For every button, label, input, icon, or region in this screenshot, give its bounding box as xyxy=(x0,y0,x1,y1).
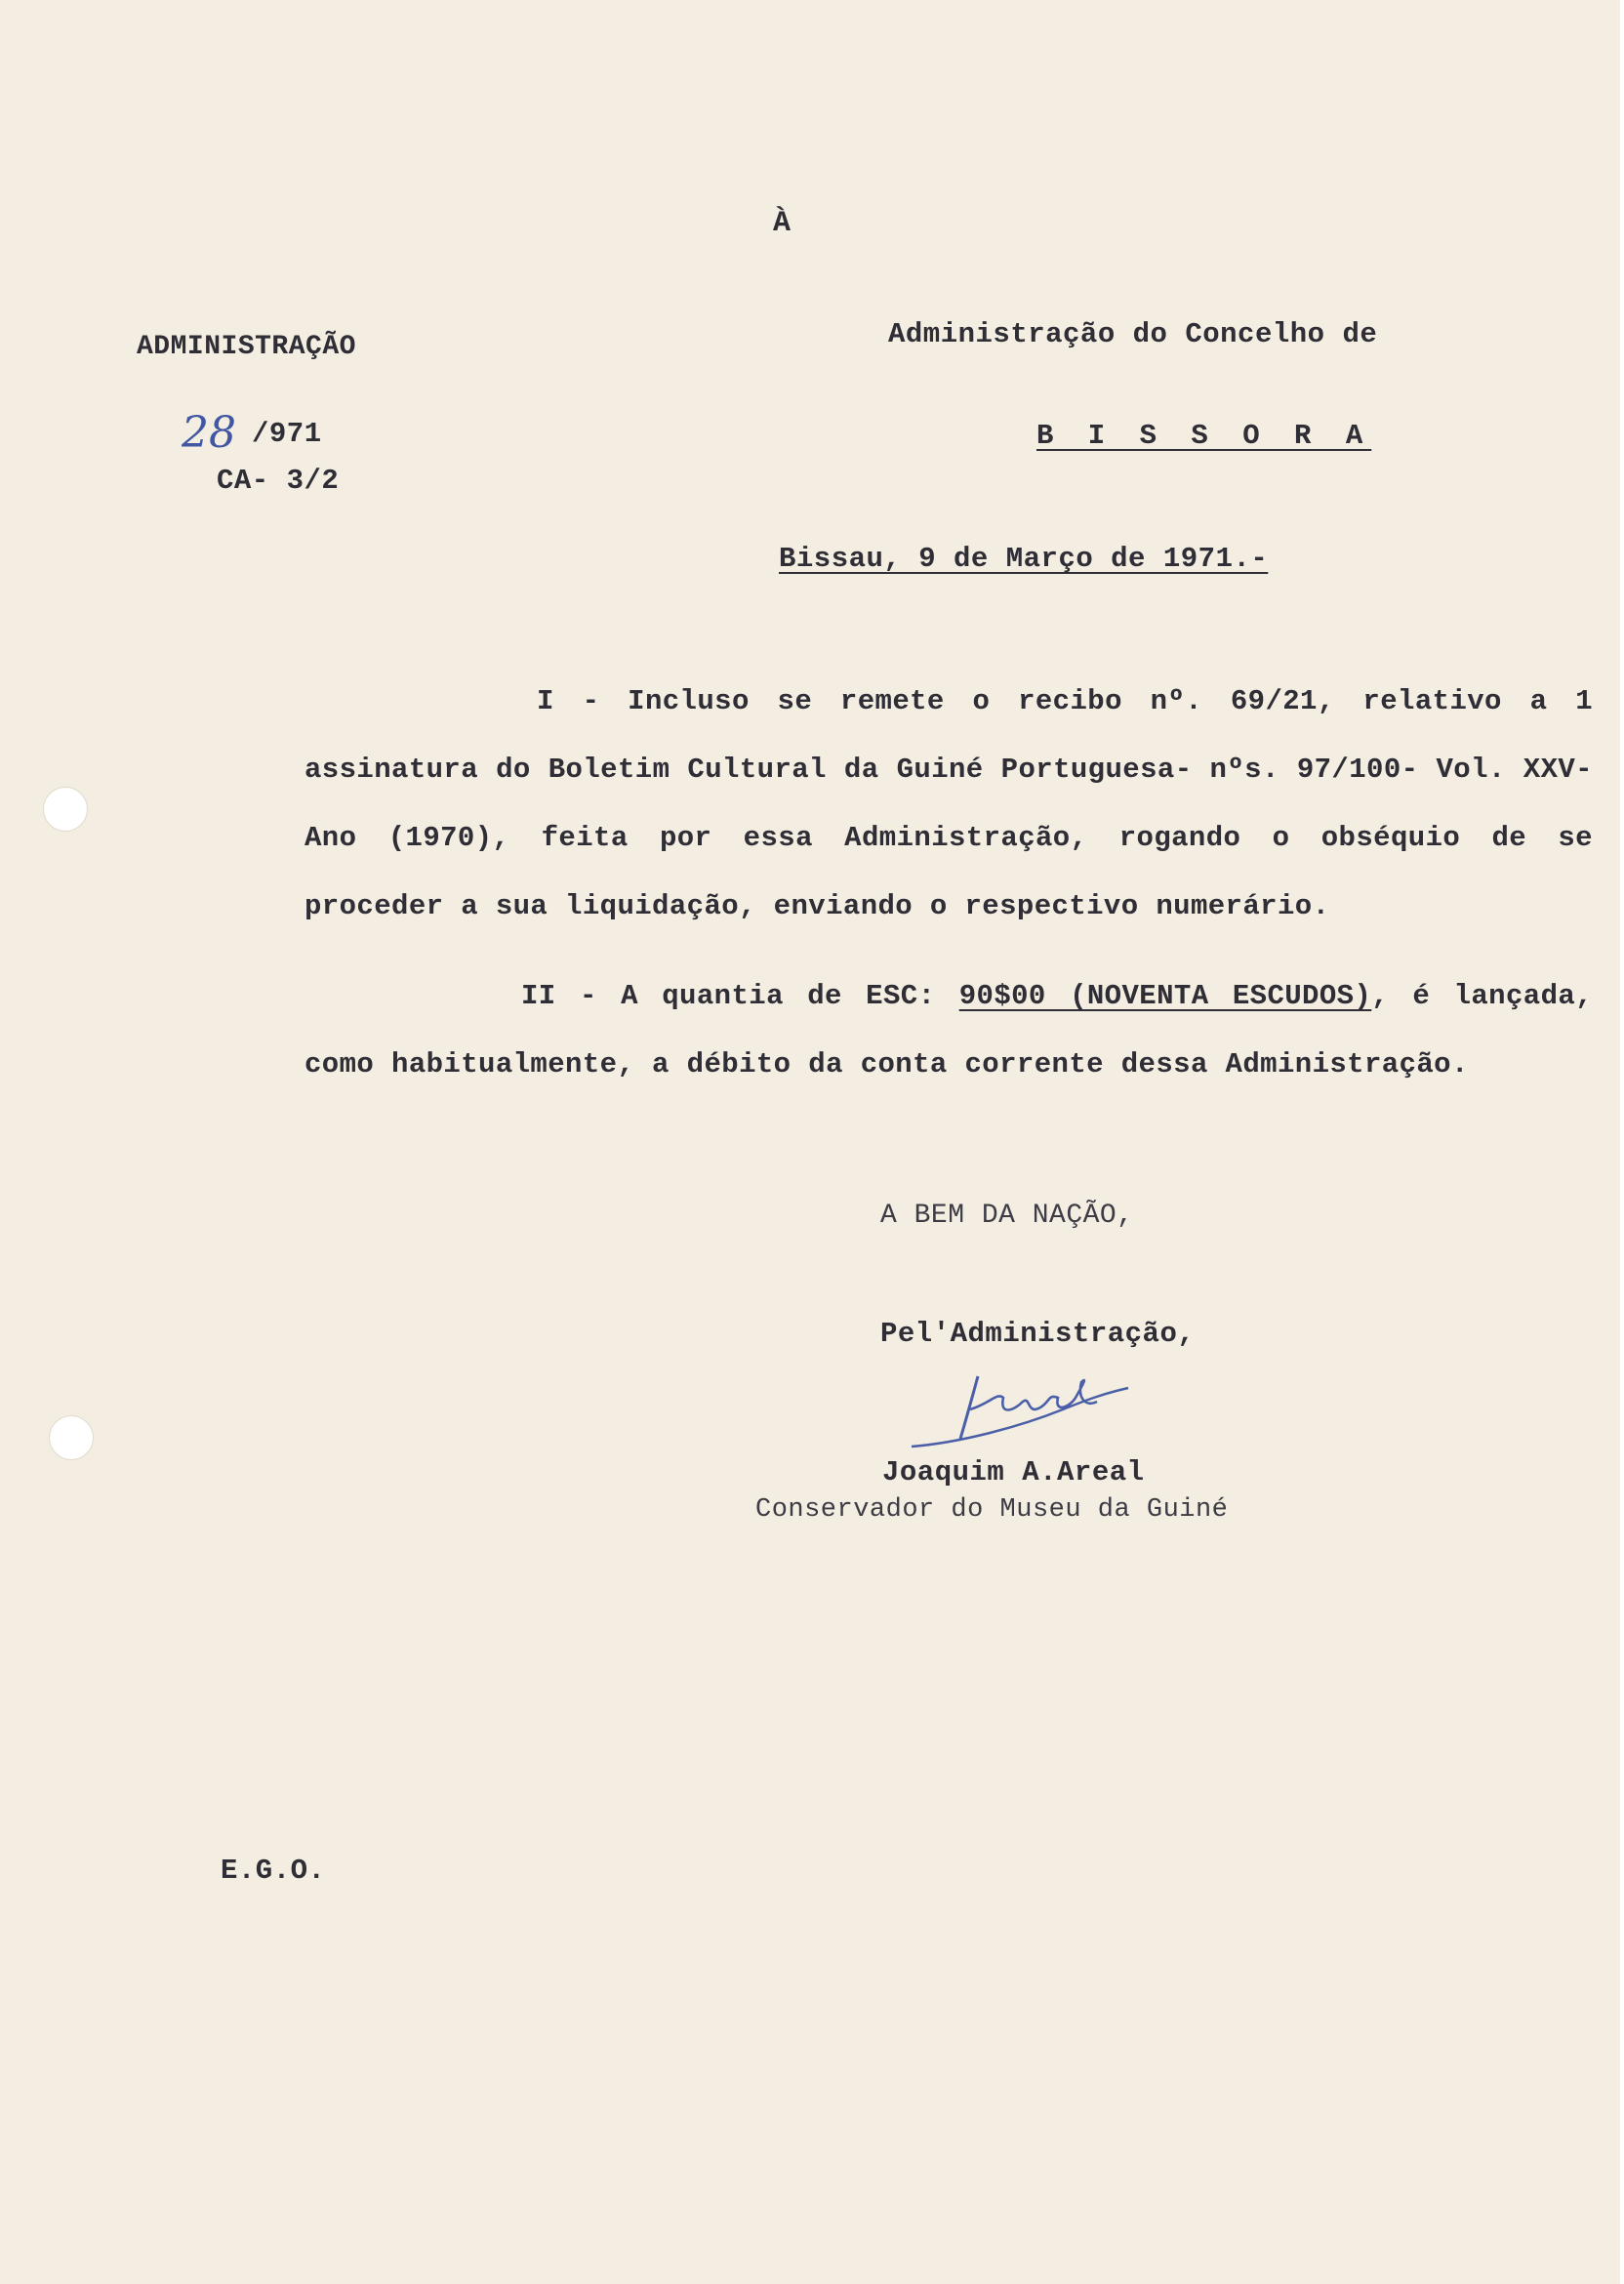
paragraph-one-text: I - Incluso se remete o recibo nº. 69/21, relativo a 1 assinatura do Boletim Cultural da Guiné Portuguesa- nºs. 97/100- Vol. XXV- Ano (1970), feita por essa Administração, rogando o obséquio de se proceder a sua liquidação, enviando o respectivo numerário. xyxy=(304,685,1593,922)
paragraph-two xyxy=(304,962,1593,1099)
amount-due: 90$00 (NOVENTA ESCUDOS) xyxy=(958,980,1372,1012)
paragraph-two-end: , é lançada, como habitualmente, a débito da conta corrente dessa Administração. xyxy=(304,980,1593,1081)
signatory-name: Joaquim A.Areal xyxy=(882,1456,1145,1489)
punch-hole-top xyxy=(43,787,88,832)
signatory-title: Conservador do Museu da Guiné xyxy=(755,1495,1229,1525)
top-mark: À xyxy=(773,207,792,240)
reference-handwritten-number: 28 xyxy=(182,408,236,458)
addressee-line: Administração do Concelho de xyxy=(888,318,1378,350)
handwritten-signature xyxy=(902,1359,1146,1456)
typist-initials: E.G.O. xyxy=(221,1855,326,1887)
paragraph-one xyxy=(304,668,1593,941)
punch-hole-bottom xyxy=(49,1415,94,1460)
paragraph-two-start: II - A quantia de ESC: xyxy=(521,980,959,1012)
department-label: ADMINISTRAÇÃO xyxy=(137,332,356,362)
page-edge xyxy=(1620,0,1624,2284)
reference-year: /971 xyxy=(252,418,322,450)
reference-code: CA- 3/2 xyxy=(217,465,340,497)
letter-date: Bissau, 9 de Março de 1971.- xyxy=(779,543,1269,575)
signature-prefix: Pel'Administração, xyxy=(880,1318,1196,1350)
addressee-place: B I S S O R A xyxy=(1036,420,1372,452)
salutation: A BEM DA NAÇÃO, xyxy=(880,1201,1134,1231)
